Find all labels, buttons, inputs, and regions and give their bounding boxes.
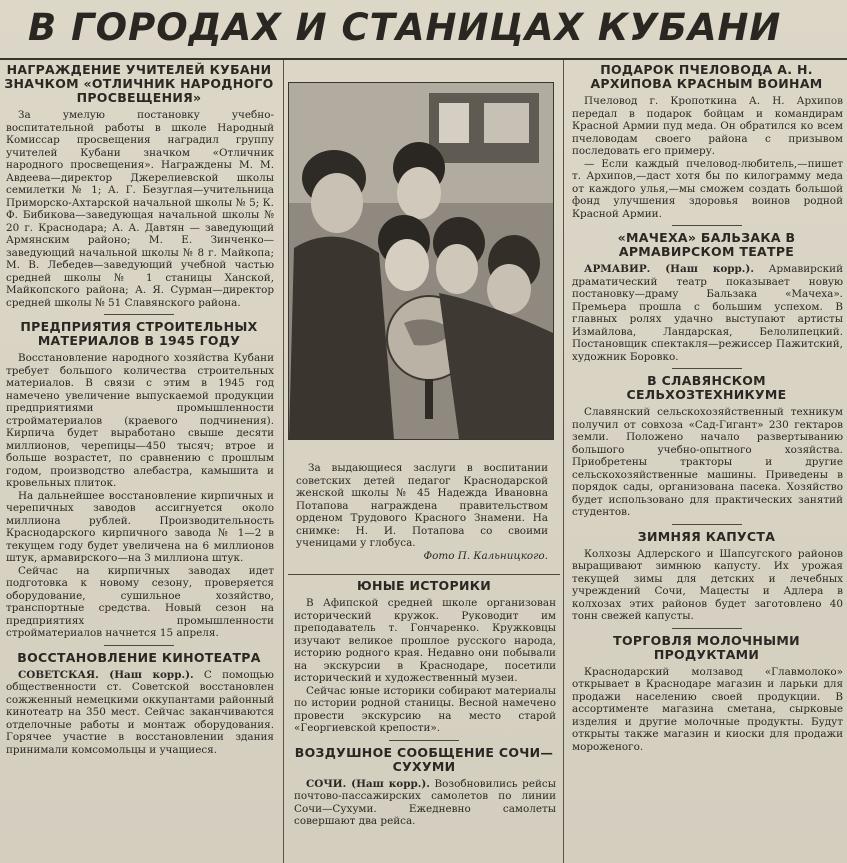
- photo-caption: [296, 462, 548, 562]
- dateline: АРМАВИР. (Наш корр.).: [584, 263, 754, 275]
- paragraph: — Если каждый пчеловод-любитель,—пишет т. Архипов,—даст хотя бы по килограмму меда от каждого улья,—мы сможем создать большой фонд улучшения здоровья воинов родной Красной Армии.: [572, 157, 843, 220]
- paragraph: За умелую постановку учебно-воспитательной работы в школе Народный Комиссар просвещения наградил группу учителей Кубани значком «Отличник народного просвещения». Награждены М. М. Авдеева—директор Джерелиевской школы семилетки № 1; А. Г. Безуглая—учительница Приморско-Ахтарской начальной школы № 5; К. Ф. Бибикова—заведующая начальной школы № 20 г. Краснодара; А. А. Давтян — заведующий Армянским районо; М. Е. Зинченко—заведующий начальной школы № 8 г. Майкопа; М. В. Лебедев—заведующий учебной частью средней школы № 1 станицы Ханской, Майкопского района; А. Я. Сурман—директор средней школы № 51 Славянского района.: [6, 109, 274, 309]
- photo-image: [289, 83, 553, 439]
- article-title: ПРЕДПРИЯТИЯ СТРОИТЕЛЬНЫХ МАТЕРИАЛОВ В 1945 ГОДУ: [20, 319, 258, 348]
- paragraph: Славянский сельскохозяйственный техникум получил от совхоза «Сад-Гигант» 230 гектаров земли. Положено начало развертыванию большого учебно-опытного хозяйства. Приобретены тракторы и другие сельскохозяйственные машины. Приведены в порядок сады, организована пасека. Хозяйство будет использовано для практических занятий студентов.: [572, 406, 843, 518]
- photo-credit: Фото П. Кальницкого.: [423, 549, 548, 562]
- paragraph: Восстановление народного хозяйства Кубани требует большого количества строительных материалов. В связи с этим в 1945 год намечено увеличение выпускаемой продукции предприятиями промышленности стройматериалов (краевого подчинения). Кирпича будет выработано свыше десяти миллионов, черепицы—450 тысяч; втрое и больше возрастет, по сравнению с прошлым годом, производство алебастра, камышита и кровельных плиток.: [6, 352, 274, 489]
- article-title: ВОЗДУШНОЕ СООБЩЕНИЕ СОЧИ—СУХУМИ: [294, 744, 554, 774]
- paragraph: Колхозы Адлерского и Шапсугского районов выращивают зимнюю капусту. Их урожая текущей зимы для детских и лечебных учреждений Сочи, Мацесты и Адлера в колхозах этих районов будет заготовлено 40 тонн свежей капусты.: [572, 547, 843, 622]
- article-title: ТОРГОВЛЯ МОЛОЧНЫМИ ПРОДУКТАМИ: [613, 632, 800, 662]
- article-body: [572, 666, 843, 754]
- article-body: [6, 352, 274, 640]
- article-body: [6, 669, 274, 757]
- dateline: СОЧИ. (Наш корр.).: [306, 777, 430, 790]
- paragraph: В Афипской средней школе организован исторический кружок. Руководит им преподаватель т. Гончаренко. Кружковцы изучают великое прошлое русского народа, историю родного края. Недавно они побывали на экскурсии в Краснодаре, посетили исторический и художественный музеи.: [294, 597, 556, 684]
- divider: [389, 740, 459, 741]
- paragraph-text: С помощью общественности ст. Советской восстановлен сожженный немецкими оккупантами районный кинотеатр на 350 мест. Сейчас заканчиваются отделочные работы и монтаж оборудования. Горячее участие в восстановлении здания принимали комсомольцы и учащиеся.: [6, 668, 274, 756]
- paragraph: [294, 778, 556, 828]
- paragraph: Краснодарский молзавод «Главмолоко» открывает в Краснодаре магазин и ларьки для продажи населению своей продукции. В ассортименте магазина сметана, сырковые изделия и другие молочные продукты. Будут открыты также магазин и киоски для продажи мороженого.: [572, 665, 843, 753]
- page-title: В ГОРОДАХ И СТАНИЦАХ КУБАНИ: [28, 6, 782, 49]
- paragraph-text: Возобновились рейсы почтово-пассажирских самолетов по линии Сочи—Сухуми. Ежедневно самолеты совершают два рейса.: [294, 777, 557, 827]
- column-divider: [563, 60, 564, 863]
- divider: [672, 524, 742, 525]
- paragraph-text: Армавирский драматический театр показывает новую постановку—драму Бальзака «Мачеха». Премьера прошла с большим успехом. В главных ролях удачно выступают артисты Измайлова, Ландарская, Белолипецкий. Постановщик спектакля—режиссер Пажитский, художник Боровко.: [572, 263, 843, 363]
- divider: [104, 645, 174, 646]
- paragraph: Сейчас юные историки собирают материалы по истории родной станицы. Весной намечено провести экскурсию на место старой «Георгиевской крепости».: [294, 684, 556, 734]
- divider: [288, 574, 560, 575]
- article-body: [294, 778, 556, 828]
- paragraph: Сейчас на кирпичных заводах идет подготовка к новому сезону, проверяется оборудование, сушильное хозяйство, транспортные средства. Новый сезон на предприятиях промышленности стройматериалов начнется 15 апреля.: [6, 564, 274, 639]
- paragraph: [572, 263, 843, 363]
- divider: [672, 628, 742, 629]
- paragraph: [6, 669, 274, 757]
- divider: [672, 225, 742, 226]
- column-center-lower: [288, 574, 560, 828]
- paragraph: На дальнейшее восстановление кирпичных и черепичных заводов ассигнуется около миллиона рублей. Производительность Краснодарского кирпичного завода № 1—2 в текущем году будет увеличена на 6 миллионов штук, армавирского—на 3 миллиона штук.: [6, 489, 274, 564]
- paragraph: Пчеловод г. Кропоткина А. Н. Архипов передал в подарок бойцам и командирам Красной Армии пуд меда. Он обратился ко всем пчеловодам своего района с призывом последовать его примеру.: [572, 95, 843, 157]
- article-body: [6, 109, 274, 309]
- column-divider: [283, 60, 284, 863]
- article-title: ЗИМНЯЯ КАПУСТА: [637, 528, 776, 544]
- article-title: ПОДАРОК ПЧЕЛОВОДА А. Н. АРХИПОВА КРАСНЫМ ВОИНАМ: [590, 62, 823, 91]
- dateline: СОВЕТСКАЯ. (Наш корр.).: [18, 668, 194, 681]
- divider: [672, 368, 742, 369]
- article-title: «МАЧЕХА» БАЛЬЗАКА В АРМАВИРСКОМ ТЕАТРЕ: [617, 230, 796, 259]
- article-body: [572, 263, 843, 363]
- masthead: [0, 0, 847, 60]
- article-body: [572, 548, 843, 623]
- photo: [288, 82, 554, 440]
- article-body: [294, 597, 556, 735]
- article-title: НАГРАЖДЕНИЕ УЧИТЕЛЕЙ КУБАНИ ЗНАЧКОМ «ОТЛИЧНИК НАРОДНОГО ПРОСВЕЩЕНИЯ»: [4, 62, 274, 105]
- divider: [104, 314, 174, 315]
- column-left: [0, 60, 278, 863]
- article-title: В СЛАВЯНСКОМ СЕЛЬХОЗТЕХНИКУМЕ: [626, 373, 787, 402]
- caption-text: За выдающиеся заслуги в воспитании советских детей педагог Краснодарской женской школы № 45 Надежда Ивановна Потапова награждена правительством орденом Трудового Красного Знамени. На снимке: Н. И. Потапова со своими ученицами у глобуса.: [296, 462, 548, 549]
- column-right: [566, 60, 847, 863]
- article-body: [572, 406, 843, 519]
- article-title: ЮНЫЕ ИСТОРИКИ: [357, 578, 491, 593]
- article-title: ВОССТАНОВЛЕНИЕ КИНОТЕАТРА: [17, 649, 261, 665]
- article-body: [572, 95, 843, 220]
